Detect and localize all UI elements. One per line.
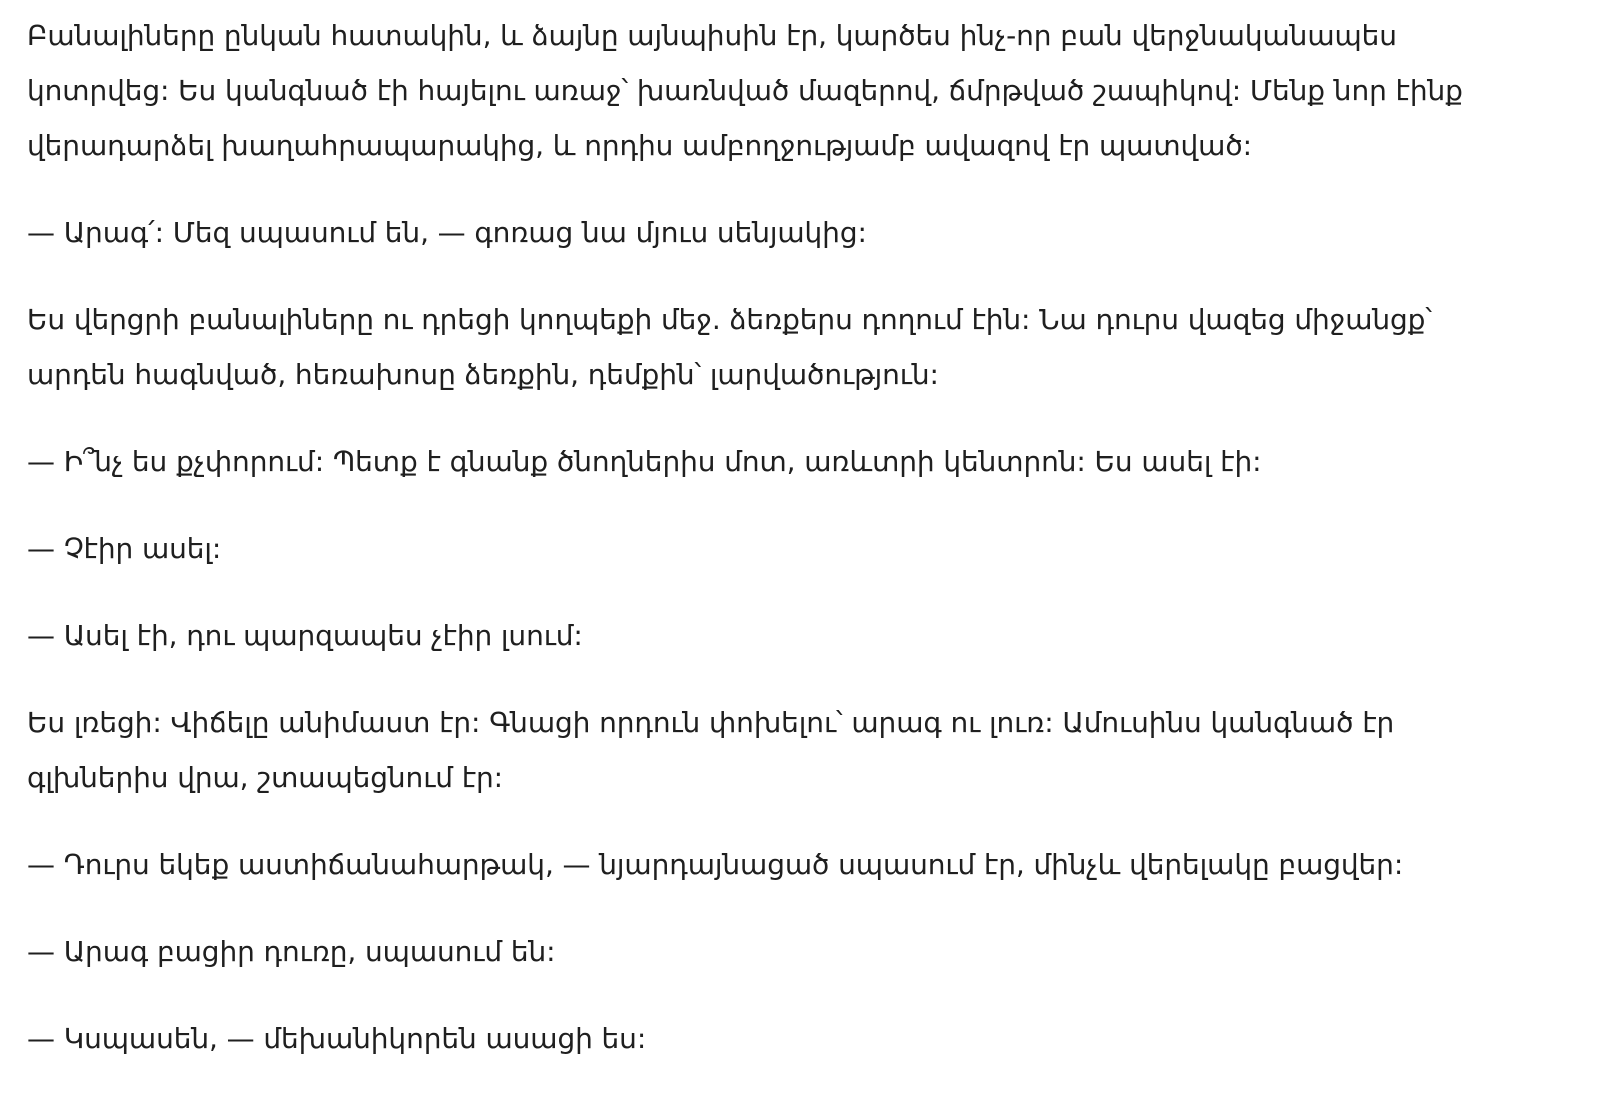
text-line: վերադարձել խաղահրապարակից, և որդիս ամբողջությամբ ավազով էր պատված: <box>27 129 1252 162</box>
paragraph-8 <box>27 837 1587 892</box>
paragraph-7 <box>27 695 1587 805</box>
text-line: Ես վերցրի բանալիները ու դրեցի կողպեքի մեջ. ձեռքերս դողում էին: Նա դուրս վազեց միջանցք՝ <box>27 303 1432 336</box>
paragraph-9 <box>27 924 1587 979</box>
paragraph-2 <box>27 205 1587 260</box>
text-line: — Դուրս եկեք աստիճանահարթակ, — նյարդայնացած սպասում էր, մինչև վերելակը բացվեր: <box>27 848 1404 881</box>
paragraph-1 <box>27 8 1587 173</box>
text-line: կոտրվեց: Ես կանգնած էի հայելու առաջ՝ խառնված մազերով, ճմրթված շապիկով: Մենք նոր էինք <box>27 74 1463 107</box>
text-line: — Արագ՛: Մեզ սպասում են, — գոռաց նա մյուս սենյակից: <box>27 216 867 249</box>
text-line: — Ասել էի, դու պարզապես չէիր լսում: <box>27 619 583 652</box>
paragraph-5 <box>27 521 1587 576</box>
text-line: արդեն հագնված, հեռախոսը ձեռքին, դեմքին՝ լարվածություն: <box>27 358 939 391</box>
paragraph-3 <box>27 292 1587 402</box>
document-body <box>27 8 1587 1098</box>
paragraph-6 <box>27 608 1587 663</box>
text-line: — Կսպասեն, — մեխանիկորեն ասացի ես: <box>27 1022 647 1055</box>
text-line: — Ի՞նչ ես քչփորում: Պետք է գնանք ծնողներիս մոտ, առևտրի կենտրոն: Ես ասել էի: <box>27 445 1262 478</box>
paragraph-10 <box>27 1011 1587 1066</box>
paragraph-4 <box>27 434 1587 489</box>
text-line: — Չէիր ասել: <box>27 532 222 565</box>
text-line: գլխներիս վրա, շտապեցնում էր: <box>27 761 504 794</box>
text-line: Ես լռեցի: Վիճելը անիմաստ էր: Գնացի որդուն փոխելու՝ արագ ու լուռ: Ամուսինս կանգնած էր <box>27 706 1395 739</box>
text-line: Բանալիները ընկան հատակին, և ձայնը այնպիսին էր, կարծես ինչ-որ բան վերջնականապես <box>27 19 1397 52</box>
text-line: — Արագ բացիր դուռը, սպասում են: <box>27 935 556 968</box>
